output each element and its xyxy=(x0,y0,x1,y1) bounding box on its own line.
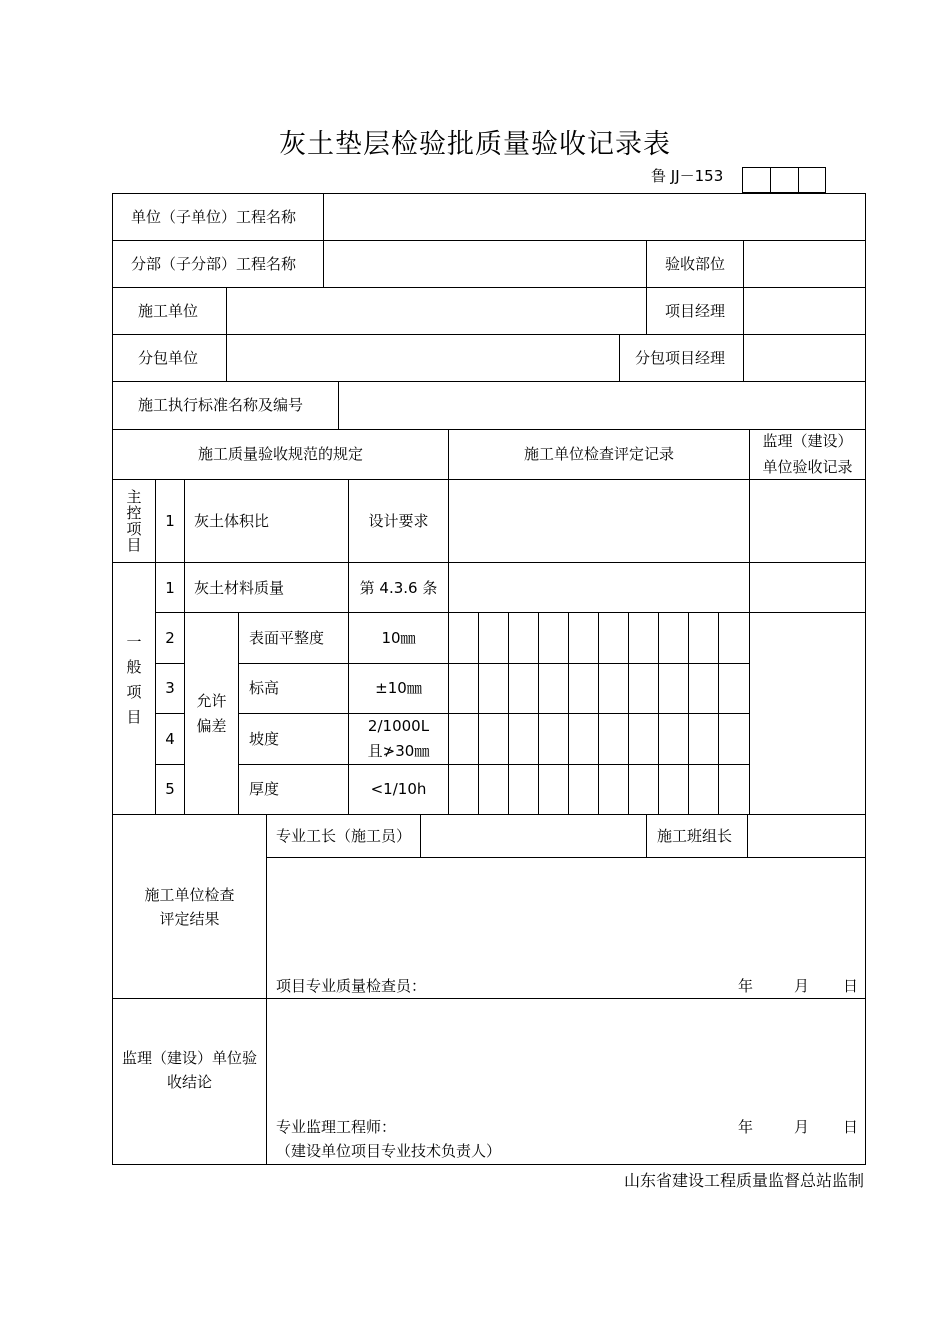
general-item-no: 5 xyxy=(165,780,175,798)
form-title: 灰土垫层检验批质量验收记录表 xyxy=(279,129,671,160)
general-items-label: 一 般 项 目 xyxy=(126,633,142,726)
label-construction-unit: 施工单位 xyxy=(138,302,199,320)
label-team-leader: 施工班组长 xyxy=(657,827,733,845)
date-month: 月 xyxy=(794,1118,810,1136)
main-item-no: 1 xyxy=(165,512,175,530)
label-sub-project-name: 分部（子分部）工程名称 xyxy=(131,255,297,273)
header-supervision-line1: 监理（建设） xyxy=(762,432,853,450)
general-item-requirement: ±10㎜ xyxy=(375,679,422,697)
general-item-name: 灰土材料质量 xyxy=(194,579,285,597)
label-supervision-engineer-note: （建设单位项目专业技术负责人） xyxy=(276,1142,502,1160)
label-standard-name: 施工执行标准名称及编号 xyxy=(138,396,304,414)
code-box-2[interactable] xyxy=(770,167,799,193)
general-item-requirement-line1: 2/1000L xyxy=(367,717,430,735)
footer-issuer: 山东省建设工程质量监督总站监制 xyxy=(623,1171,864,1190)
general-item-name: 表面平整度 xyxy=(249,629,325,647)
date-year: 年 xyxy=(738,1118,754,1136)
main-item-name: 灰土体积比 xyxy=(194,512,270,530)
general-item-requirement-line2: 且≯30㎜ xyxy=(367,742,430,760)
label-subcontract-manager: 分包项目经理 xyxy=(635,349,726,367)
general-item-name: 标高 xyxy=(249,679,280,697)
label-project-manager: 项目经理 xyxy=(665,302,726,320)
date-day: 日 xyxy=(843,1118,859,1136)
supervision-label-line2: 收结论 xyxy=(166,1073,212,1091)
label-subcontract-unit: 分包单位 xyxy=(138,349,199,367)
date-day: 日 xyxy=(843,977,859,995)
general-item-no: 1 xyxy=(165,579,175,597)
date-year: 年 xyxy=(738,977,754,995)
general-item-no: 4 xyxy=(165,730,175,748)
label-unit-project-name: 单位（子单位）工程名称 xyxy=(131,208,297,226)
date-month: 月 xyxy=(794,977,810,995)
header-supervision-line2: 单位验收记录 xyxy=(762,458,853,476)
general-item-requirement: <1/10h xyxy=(370,780,427,798)
general-item-no: 2 xyxy=(165,629,175,647)
tolerance-label-line2: 偏差 xyxy=(196,717,227,735)
label-supervision-engineer: 专业监理工程师： xyxy=(276,1118,397,1136)
code-box-1[interactable] xyxy=(742,167,771,193)
supervision-label-line1: 监理（建设）单位验 xyxy=(121,1049,257,1067)
tolerance-label-line1: 允许 xyxy=(196,692,227,710)
check-result-label-line1: 施工单位检查 xyxy=(144,886,235,904)
form-code: 鲁 JJ－153 xyxy=(651,167,724,185)
label-inspector: 项目专业质量检查员： xyxy=(276,977,427,995)
check-result-label-line2: 评定结果 xyxy=(159,910,220,928)
general-item-requirement: 10㎜ xyxy=(381,629,416,647)
main-items-label: 主 控 项 目 xyxy=(126,488,142,554)
main-item-requirement: 设计要求 xyxy=(368,512,429,530)
label-foreman: 专业工长（施工员） xyxy=(276,827,412,845)
general-item-no: 3 xyxy=(165,679,175,697)
code-box-3[interactable] xyxy=(798,167,826,193)
general-item-name: 厚度 xyxy=(249,780,280,798)
label-acceptance-location: 验收部位 xyxy=(665,255,726,273)
general-item-requirement: 第 4.3.6 条 xyxy=(359,579,438,597)
general-item-name: 坡度 xyxy=(249,730,280,748)
header-spec: 施工质量验收规范的规定 xyxy=(197,445,363,463)
header-check-record: 施工单位检查评定记录 xyxy=(523,445,674,463)
